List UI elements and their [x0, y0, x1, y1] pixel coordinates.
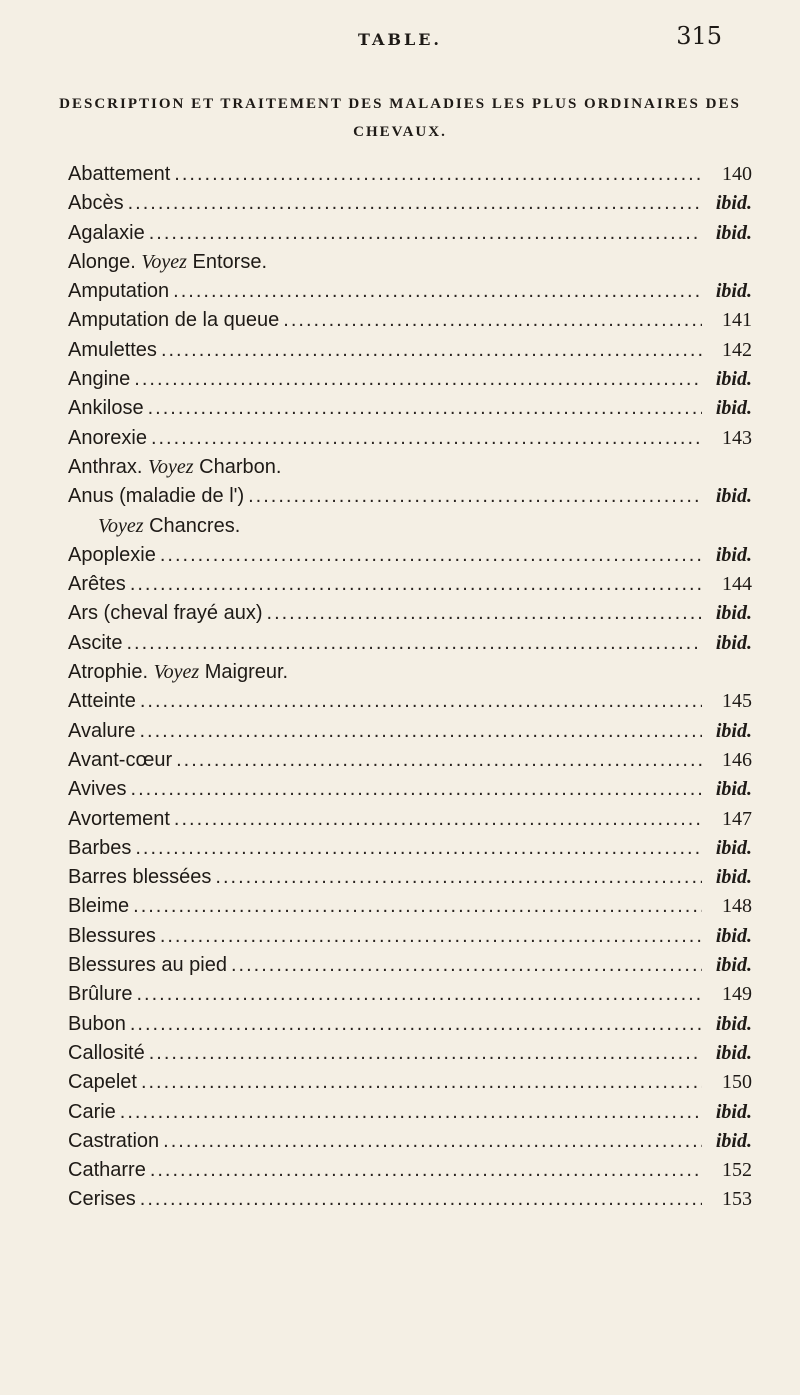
dot-leader: [135, 837, 702, 860]
index-entry: [68, 544, 752, 573]
entry-label: Catharre: [68, 1159, 146, 1182]
index-entry: [68, 427, 752, 456]
see-target: Charbon.: [199, 455, 282, 478]
entry-label: Blessures: [68, 924, 156, 947]
index-entry: [68, 925, 752, 954]
page-reference: ibid.: [715, 485, 752, 508]
entry-label: Bleime: [68, 895, 130, 918]
entry-label: Avortement: [68, 807, 170, 830]
dot-leader: [134, 368, 702, 391]
dot-leader: [176, 749, 702, 772]
entry-label: Ars (cheval frayé aux): [68, 602, 263, 625]
entry-label: Avalure: [68, 719, 136, 742]
entry-label: Abcès: [68, 192, 124, 215]
entry-label: [68, 456, 281, 479]
page-reference: 146: [722, 748, 752, 771]
see-target: Chancres.: [149, 514, 241, 537]
see-reference: Voyez: [153, 661, 200, 684]
page-reference: ibid.: [715, 1129, 752, 1152]
entry-label: Cerises: [68, 1188, 136, 1211]
running-title: TABLE.: [358, 30, 442, 49]
dot-leader: [267, 602, 702, 625]
entry-label: Blessures au pied: [68, 954, 227, 977]
dot-leader: [151, 427, 702, 450]
entry-label: [68, 661, 288, 684]
page-reference: 142: [722, 338, 752, 361]
page-reference: 140: [722, 163, 752, 185]
entry-label: [98, 515, 240, 538]
page-reference: ibid.: [715, 866, 752, 889]
index-entry: [68, 808, 752, 837]
index-entry: [68, 397, 752, 426]
dot-leader: [140, 690, 702, 713]
dot-leader: [160, 925, 702, 948]
entry-label: Barbes: [68, 836, 132, 859]
see-reference: Voyez: [141, 250, 187, 273]
page-reference: ibid.: [715, 719, 752, 742]
entry-label: Angine: [68, 368, 131, 391]
entry-label: Amulettes: [68, 338, 157, 361]
dot-leader: [150, 1159, 702, 1182]
index-entry: [68, 222, 752, 251]
entry-label: Ankilose: [68, 397, 144, 420]
page-reference: 149: [722, 983, 752, 1006]
entry-label: Amputation de la queue: [68, 309, 280, 332]
page-reference: ibid.: [715, 836, 752, 859]
entry-label: Carie: [68, 1100, 116, 1123]
index-entry: [68, 1101, 752, 1130]
index-entry: [68, 1071, 752, 1100]
page-reference: ibid.: [715, 280, 752, 303]
entry-label: Castration: [68, 1129, 160, 1152]
page-reference: ibid.: [715, 1041, 752, 1064]
index-entry: [68, 778, 752, 807]
dot-leader: [231, 954, 702, 977]
page-reference: ibid.: [715, 631, 752, 654]
page-reference: 148: [722, 895, 752, 918]
dot-leader: [174, 808, 702, 831]
entry-label: Atteinte: [68, 690, 136, 713]
entry-label: Arêtes: [68, 573, 126, 596]
running-head: [0, 22, 800, 52]
page-reference: ibid.: [715, 221, 752, 244]
see-target: Maigreur.: [204, 661, 289, 684]
dot-leader: [139, 720, 702, 743]
index-entry: [68, 573, 752, 602]
entry-label: Apoplexie: [68, 543, 156, 566]
index-entry: [68, 515, 752, 544]
index-entry: [68, 192, 752, 221]
entry-label: Bubon: [68, 1012, 126, 1035]
index-entry: [68, 954, 752, 983]
entry-label: Agalaxie: [68, 221, 145, 244]
index-entry: [68, 163, 752, 192]
page-reference: 150: [722, 1071, 752, 1094]
index-entry: [68, 339, 752, 368]
page-reference: 144: [722, 573, 752, 596]
dot-leader: [163, 1130, 702, 1153]
dot-leader: [140, 1188, 702, 1211]
dot-leader: [149, 1042, 702, 1065]
index-entry: [68, 1013, 752, 1042]
page-reference: 141: [722, 309, 752, 332]
dot-leader: [120, 1101, 702, 1124]
index-entry: [68, 1188, 752, 1217]
page-reference: 152: [722, 1159, 752, 1182]
dot-leader: [148, 397, 702, 420]
dot-leader: [141, 1071, 702, 1094]
entry-term: Anthrax.: [68, 455, 143, 478]
entry-label: Abattement: [68, 163, 171, 185]
index-entry: [68, 1159, 752, 1188]
index-entry: [68, 837, 752, 866]
dot-leader: [130, 573, 702, 596]
dot-leader: [173, 280, 702, 303]
index-entry: [68, 720, 752, 749]
dot-leader: [133, 895, 702, 918]
index-entry: [68, 866, 752, 895]
page-reference: ibid.: [715, 1100, 752, 1123]
entry-term: Atrophie.: [68, 661, 149, 684]
page-reference: 143: [722, 426, 752, 449]
index-entry: [68, 749, 752, 778]
entry-label: [68, 251, 267, 274]
index-entries: [68, 163, 752, 1218]
page-reference: ibid.: [715, 924, 752, 947]
dot-leader: [174, 163, 702, 186]
dot-leader: [128, 192, 702, 215]
entry-label: Avant-cœur: [68, 748, 173, 771]
index-entry: [68, 895, 752, 924]
dot-leader: [248, 485, 702, 508]
entry-label: Anus (maladie de l'): [68, 485, 245, 508]
page-reference: ibid.: [715, 543, 752, 566]
index-entry: [68, 456, 752, 485]
index-entry: [68, 251, 752, 280]
dot-leader: [131, 778, 702, 801]
page-reference: 147: [722, 807, 752, 830]
entry-label: Callosité: [68, 1041, 145, 1064]
see-target: Entorse.: [192, 250, 267, 273]
index-entry: [68, 690, 752, 719]
entry-term: Alonge.: [68, 250, 136, 273]
page-number: 315: [676, 22, 722, 50]
dot-leader: [161, 339, 702, 362]
dot-leader: [215, 866, 702, 889]
entry-label: Ascite: [68, 631, 123, 654]
entry-label: Amputation: [68, 280, 170, 303]
entry-label: Brûlure: [68, 983, 133, 1006]
page-reference: ibid.: [715, 192, 752, 215]
page-reference: ibid.: [715, 778, 752, 801]
section-title: DESCRIPTION ET TRAITEMENT DES MALADIES LES PLUS ORDINAIRES DES CHEVAUX.: [59, 96, 741, 140]
page-reference: ibid.: [715, 368, 752, 391]
index-entry: [68, 280, 752, 309]
page-reference: ibid.: [715, 397, 752, 420]
page-reference: ibid.: [715, 1012, 752, 1035]
page-reference: ibid.: [715, 954, 752, 977]
dot-leader: [136, 983, 702, 1006]
index-entry: [68, 602, 752, 631]
index-entry: [68, 661, 752, 690]
entry-label: Avives: [68, 778, 127, 801]
entry-label: Capelet: [68, 1071, 137, 1094]
index-entry: [68, 309, 752, 338]
index-entry: [68, 632, 752, 661]
see-reference: Voyez: [98, 514, 144, 537]
page-reference: ibid.: [715, 602, 752, 625]
dot-leader: [160, 544, 702, 567]
dot-leader: [149, 222, 702, 245]
index-entry: [68, 485, 752, 514]
page-reference: 153: [722, 1188, 752, 1211]
index-entry: [68, 983, 752, 1012]
index-entry: [68, 368, 752, 397]
page-reference: 145: [722, 690, 752, 713]
dot-leader: [126, 632, 702, 655]
entry-label: Anorexie: [68, 426, 147, 449]
index-entry: [68, 1130, 752, 1159]
index-entry: [68, 1042, 752, 1071]
dot-leader: [283, 309, 702, 332]
see-reference: Voyez: [148, 455, 194, 478]
dot-leader: [130, 1013, 702, 1036]
entry-label: Barres blessées: [68, 866, 212, 889]
